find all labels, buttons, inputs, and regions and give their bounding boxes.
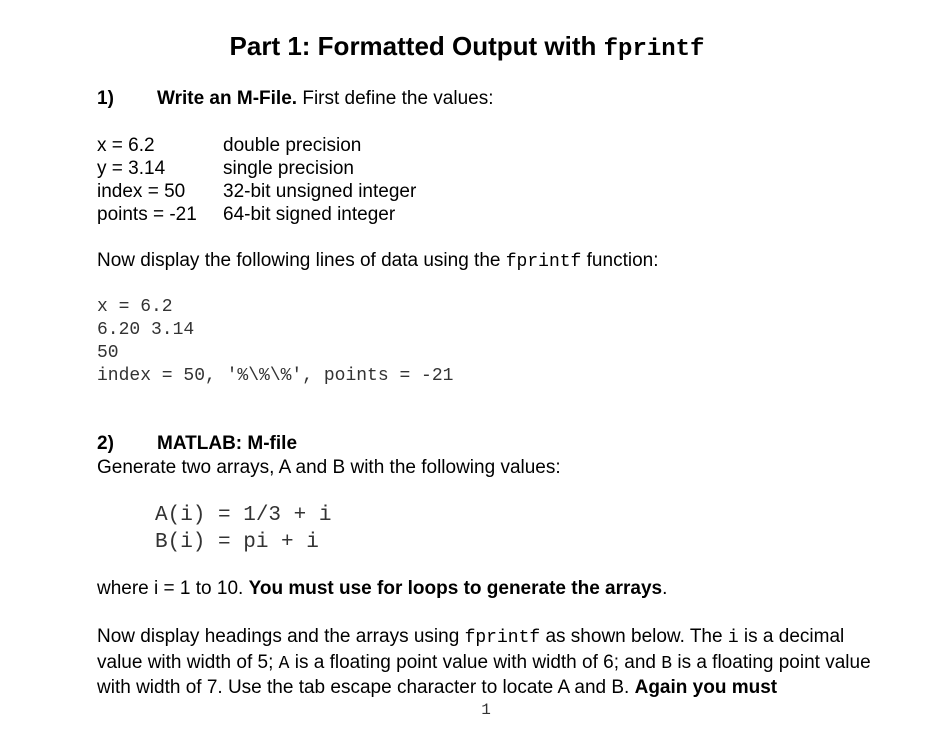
- display-pre: Now display the following lines of data using the: [97, 250, 506, 271]
- section2-intro: Generate two arrays, A and B with the following values:: [97, 457, 561, 478]
- output-line-3: 50: [97, 343, 119, 363]
- section2-heading: MATLAB: M-file: [157, 433, 298, 454]
- para-bold: Again you must: [634, 677, 778, 698]
- para-text-4: is a floating point value with width of 6; and: [289, 651, 662, 673]
- title-code: fprintf: [603, 36, 705, 63]
- value-assign-x: x = 6.2: [97, 135, 155, 156]
- para-text-5: is a floating point value with width of 7. Use the tab escape character to locate A and B.: [97, 651, 871, 698]
- para-text-1: Now display headings and the arrays using: [97, 626, 465, 647]
- value-type-points: 64-bit signed integer: [223, 204, 396, 225]
- formula-a: A(i) = 1/3 + i: [155, 504, 332, 527]
- output-line-1: x = 6.2: [97, 297, 173, 317]
- para-code-fprintf: fprintf: [464, 628, 541, 648]
- para-code-i: i: [727, 628, 739, 648]
- title-text: Part 1: Formatted Output with: [229, 31, 604, 61]
- display-post: function:: [581, 250, 659, 271]
- page-title: [0, 31, 934, 63]
- section2-number: 2): [97, 433, 114, 454]
- value-type-index: 32-bit unsigned integer: [223, 181, 417, 202]
- where-bold: You must use for loops to generate the arrays: [248, 578, 663, 599]
- section1-number: 1): [97, 88, 114, 109]
- display-paragraph: [97, 625, 881, 701]
- para-text-2: as shown below. The: [540, 626, 728, 647]
- page-number: 1: [481, 701, 491, 719]
- loop-requirement: [97, 578, 667, 600]
- output-line-4: index = 50, '%\%\%', points = -21: [97, 366, 454, 386]
- value-assign-points: points = -21: [97, 204, 197, 225]
- formula-b: B(i) = pi + i: [155, 531, 319, 554]
- output-line-2: 6.20 3.14: [97, 320, 195, 340]
- formulas: [155, 502, 331, 556]
- value-assignments: [97, 134, 197, 226]
- value-type-y: single precision: [223, 158, 354, 179]
- value-type-x: double precision: [223, 135, 362, 156]
- display-code: fprintf: [505, 252, 582, 272]
- where-text: where i = 1 to 10.: [97, 578, 249, 599]
- para-text-3: is a decimal value with width of 5;: [97, 626, 845, 673]
- section1-heading-line: [157, 88, 494, 110]
- value-assign-index: index = 50: [97, 181, 186, 202]
- display-instruction: [97, 250, 658, 272]
- value-types: [223, 134, 416, 226]
- value-assign-y: y = 3.14: [97, 158, 166, 179]
- para-code-b: B: [661, 653, 673, 674]
- section1-heading: Write an M-File.: [157, 88, 298, 109]
- section1-intro: First define the values:: [297, 88, 494, 109]
- where-end: .: [662, 578, 668, 599]
- para-code-a: A: [278, 653, 290, 674]
- expected-output: [97, 296, 453, 388]
